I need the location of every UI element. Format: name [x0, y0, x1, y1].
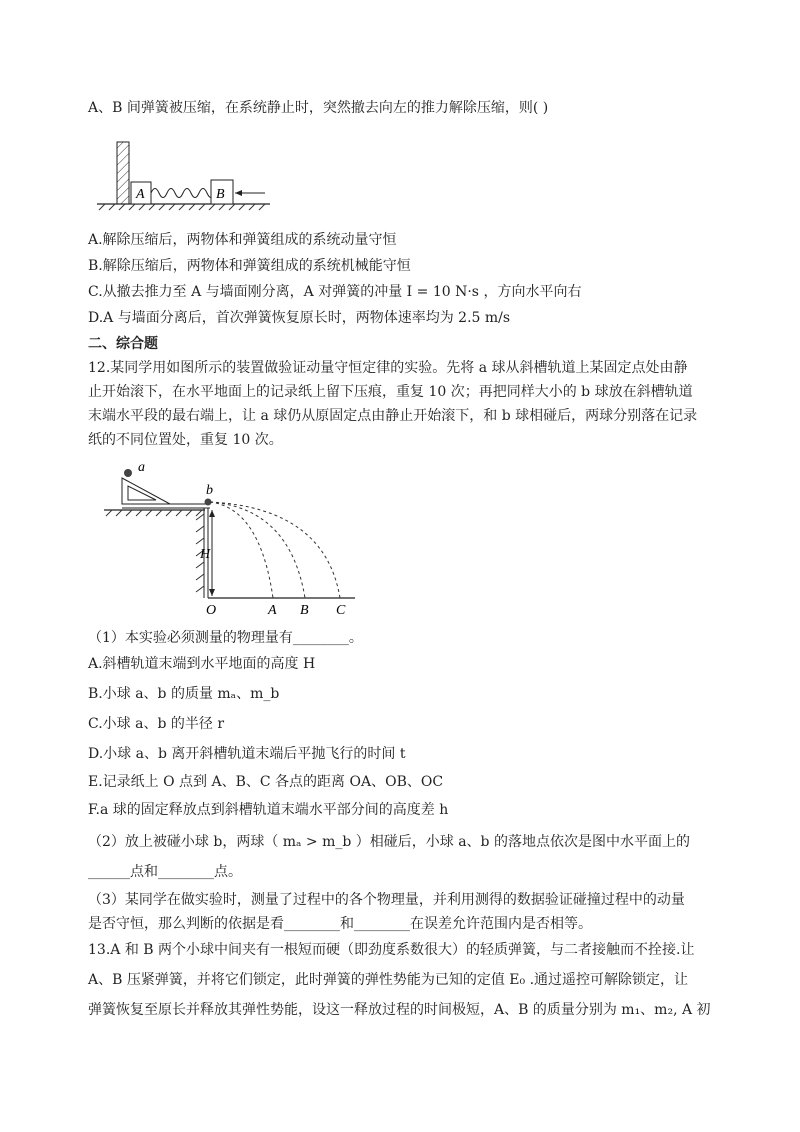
q11-stem: A、B 间弹簧被压缩，在系统静止时，突然撤去向左的推力解除压缩，则( )	[88, 100, 549, 116]
section-heading: 二、综合题	[88, 336, 158, 352]
block-a-label: A	[136, 187, 145, 202]
point-o-label: O	[206, 603, 217, 618]
ball-a-label: a	[138, 460, 145, 475]
q11-figure	[95, 136, 285, 216]
q12-option-e: E.记录纸上 O 点到 A、B、C 各点的距离 OA、OB、OC	[88, 774, 444, 790]
ball-a	[124, 469, 132, 477]
q12-figure	[100, 458, 370, 618]
q12-option-b: B.小球 a、b 的质量 mₐ、m_b	[88, 686, 280, 702]
q12-option-c: C.小球 a、b 的半径 r	[88, 716, 225, 732]
q12-option-d: D.小球 a、b 离开斜槽轨道末端后平抛飞行的时间 t	[88, 746, 406, 762]
point-b-label: B	[300, 603, 309, 618]
q12-stem-line-3: 末端水平段的最右端上，让 a 球仍从原固定点由静止开始滚下，和 b 球相碰后，两球分别落在记录	[88, 408, 698, 424]
q11-option-a: A.解除压缩后，两物体和弹簧组成的系统动量守恒	[88, 232, 397, 248]
q11-option-c: C.从撤去推力至 A 与墙面刚分离，A 对弹簧的冲量 I = 10 N·s ，方向水平向右	[88, 284, 582, 300]
q12-option-f: F.a 球的固定释放点到斜槽轨道末端水平部分间的高度差 h	[88, 802, 449, 818]
q12-part-2-line-2: ______点和________点。	[88, 864, 242, 880]
q12-option-a: A.斜槽轨道末端到水平地面的高度 H	[88, 656, 316, 672]
q13-line-1: 13.A 和 B 两个小球中间夹有一根短而硬（即劲度系数很大）的轻质弹簧，与二者接触而不拴接.让	[88, 942, 695, 958]
q12-part-1: （1）本实验必须测量的物理量有________。	[88, 630, 363, 646]
q12-part-3-line-1: （3）某同学在做实验时，测量了过程中的各个物理量，并利用测得的数据验证碰撞过程中的动量	[88, 892, 685, 908]
height-label: H	[200, 547, 211, 562]
q12-stem-line-2: 止开始滚下，在水平地面上的记录纸上留下压痕，重复 10 次；再把同样大小的 b 球放在斜槽轨道	[88, 384, 693, 400]
block-b-label: B	[216, 187, 225, 202]
q12-stem-line-4: 纸的不同位置处，重复 10 次。	[88, 432, 283, 448]
point-a-label: A	[268, 603, 277, 618]
q13-line-2: A、B 压紧弹簧，并将它们锁定，此时弹簧的弹性势能为已知的定值 E₀ .通过遥控可解除锁定，让	[88, 972, 689, 988]
q12-part-3-line-2: 是否守恒，那么判断的依据是看________和________在误差允许范围内是否相等。	[88, 916, 592, 932]
q12-stem-line-1: 12.某同学用如图所示的装置做验证动量守恒定律的实验。先将 a 球从斜槽轨道上某固定点处由静	[88, 360, 688, 376]
ball-b-label: b	[206, 483, 213, 498]
q13-line-3: 弹簧恢复至原长并释放其弹性势能，设这一释放过程的时间极短，A、B 的质量分别为 m₁、m₂, A 初	[88, 1002, 711, 1018]
q11-option-b: B.解除压缩后，两物体和弹簧组成的系统机械能守恒	[88, 258, 411, 274]
point-c-label: C	[336, 603, 346, 618]
q11-option-d: D.A 与墙面分离后，首次弹簧恢复原长时，两物体速率均为 2.5 m/s	[88, 310, 511, 326]
q12-part-2-line-1: （2）放上被碰小球 b，两球（ mₐ > m_b ）相碰后，小球 a、b 的落地点依次是图中水平面上的	[88, 834, 690, 850]
